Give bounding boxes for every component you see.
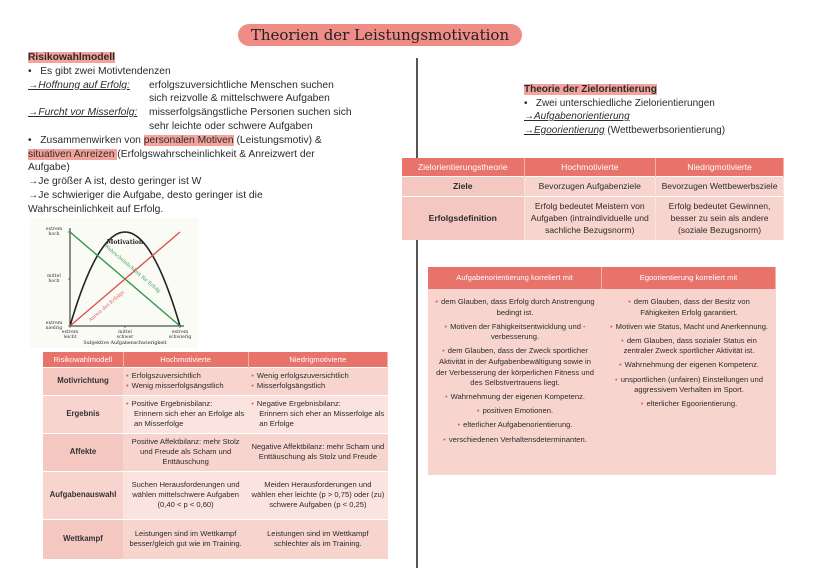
t2-cell: Bevorzugen Wettbewerbsziele (656, 176, 784, 196)
line2-post: (Erfolgswahrscheinlichkeit & Anreizwert der (117, 148, 315, 160)
list-item: • dem Glauben, dass der Zweck sportlicher Aktivität in der Aufgabenbewältigung sowie in der Verbesserung der körperlichen Fitness und des Selbstvertrauens liegt. (436, 346, 594, 388)
t3-header-0: Aufgabenorientierung korreliert mit (428, 267, 602, 289)
list-item: • elterlicher Aufgabenorientierung. (457, 420, 573, 430)
list-item: • elterlicher Egoorientierung. (640, 399, 738, 409)
t3-left-column (428, 297, 602, 449)
t1-cell: Meiden Herausforderungen und wählen eher leichte (p > 0,75) oder (zu) schwere Aufgaben (p < 0,25) (248, 471, 387, 519)
column-divider (416, 58, 418, 568)
t1-cell: Positive Affektbilanz: mehr Stolz und Freude als Scham und Enttäuschung (123, 433, 248, 471)
bullet2-hl: personalen Motiven (143, 134, 234, 146)
ziel-item2: →Egoorientierung (524, 124, 605, 136)
ziel-item2-post: (Wettbewerbsorientierung) (604, 124, 726, 136)
line5: →Je schwieriger die Aufgabe, desto geringer ist die (28, 189, 263, 201)
t1-cell: Leistungen sind im Wettkampf besser/gleich gut wie im Training. (123, 519, 248, 559)
risikowahl-bullet1: Es gibt zwei Motivtendenzen (40, 65, 171, 77)
t1-header-0: Risikowahlmodell (43, 352, 123, 367)
hoffnung-label: →Hoffnung auf Erfolg: (28, 79, 130, 91)
t1-row-label: Ergebnis (43, 395, 123, 433)
t2-cell: Bevorzugen Aufgabenziele (524, 176, 656, 196)
list-item: • unsportlichen (unfairen) Einstellungen und aggressivem Verhalten im Sport. (615, 374, 763, 395)
series-label: Anreiz des Erfolgs (88, 290, 126, 324)
t2-header-1: Hochmotivierte (524, 158, 656, 176)
t2-header-0: Zielorientierungstheorie (402, 158, 524, 176)
page-title: Theorien der Leistungsmotivation (238, 24, 522, 46)
t1-row-label: Motivrichtung (43, 367, 123, 395)
ziel-heading: Theorie der Zielorientierung (524, 84, 657, 95)
ziel-section (524, 83, 784, 137)
t1-cell: • Negative Ergebnisbilanz: Erinnern sich eher an Misserfolge als an Erfolge (248, 395, 387, 433)
x-axis-label: Subjektive Aufgabenschwierigkeit (83, 341, 167, 346)
list-item: • Wahrnehmung der eigenen Kompetenz. (618, 360, 760, 370)
list-item: • Wahrnehmung der eigenen Kompetenz. (444, 392, 586, 402)
hoffnung-text1: erfolgszuversichtliche Menschen suchen (149, 79, 334, 91)
t1-cell: • Positive Ergebnisbilanz: Erinnern sich eher an Erfolge als an Misserfolge (123, 395, 248, 433)
furcht-label: →Furcht vor Misserfolg: (28, 107, 138, 119)
bullet2-post: (Leistungsmotiv) & (233, 134, 322, 146)
bullet-dot: • (28, 65, 41, 77)
list-item: • Motiven der Fähigkeitsentwicklung und -verbesserung. (444, 321, 586, 342)
y-tick-label: extrem niedrig (45, 321, 63, 332)
t1-cell: Suchen Herausforderungen und wählen mittelschwere Aufgaben (0,40 < p < 0,60) (123, 471, 248, 519)
line4: →Je größer A ist, desto geringer ist W (28, 176, 202, 188)
furcht-text1: misserfolgsängstliche Personen suchen sich (149, 107, 352, 119)
bullet-dot: • (28, 134, 41, 146)
list-item: • positiven Emotionen. (476, 406, 554, 416)
line2-hl: situativen Anreizen (28, 148, 118, 160)
list-item: • dem Glauben, dass Erfolg durch Anstrengung bedingt ist. (435, 297, 595, 317)
list-item: • verschiedenen Verhaltensdeterminanten. (443, 434, 587, 444)
t1-header-2: Niedrigmotivierte (248, 352, 387, 367)
risikowahl-section (28, 51, 378, 217)
t2-cell: Erfolg bedeutet Meistern von Aufgaben (intraindividuelle und sachliche Bezugsnorm) (524, 196, 656, 240)
ziel-table (402, 158, 784, 240)
t1-cell: • Wenig erfolgszuversichtlich • Misserfolgsängstlich (248, 367, 387, 395)
ziel-item1: →Aufgabenorientierung (524, 111, 630, 123)
bullet2-pre: Zusammenwirken von (40, 134, 144, 146)
y-tick-label: extrem hoch (45, 227, 63, 238)
t3-header-1: Egoorientierung korreliert mit (602, 267, 776, 289)
t1-row-label: Aufgabenauswahl (43, 471, 123, 519)
t1-row-label: Affekte (43, 433, 123, 471)
risikowahl-heading: Risikowahlmodell (28, 52, 115, 63)
line6: Wahrscheinlichkeit auf Erfolg. (28, 203, 164, 215)
t1-cell: Leistungen sind im Wettkampf schlechter als im Training. (248, 519, 387, 559)
list-item: • dem Glauben, dass sozialer Status ein zentraler Zweck sportlicher Aktivität ist. (621, 335, 757, 356)
t1-row-label: Wettkampf (43, 519, 123, 559)
list-item: • Motiven wie Status, Macht und Anerkennung. (609, 321, 769, 331)
t1-cell: Negative Affektbilanz: mehr Scham und Enttäuschung als Stolz und Freude (248, 433, 387, 471)
t2-row-label: Erfolgsdefinition (402, 196, 524, 240)
series-label-motivation: Motivation (106, 239, 144, 246)
x-tick-label: mittel schwer (116, 330, 134, 341)
risikowahl-table (43, 352, 388, 559)
t2-row-label: Ziele (402, 176, 524, 196)
t3-right-column (602, 297, 776, 449)
korrelation-table (428, 267, 776, 475)
line3: Aufgabe) (28, 162, 70, 174)
ziel-bullet: Zwei unterschiedliche Zielorientierungen (535, 97, 715, 109)
motivation-chart (30, 218, 198, 348)
series-label: Wahrscheinlichkeit für Erfolg (103, 244, 161, 295)
x-tick-label: extrem schwierig (168, 330, 192, 341)
bullet-dot: • (524, 97, 536, 109)
t1-header-1: Hochmotivierte (123, 352, 248, 367)
t2-header-2: Niedrigmotivierte (656, 158, 784, 176)
t2-cell: Erfolg bedeutet Gewinnen, besser zu sein als andere (soziale Bezugsnorm) (656, 196, 784, 240)
list-item: • dem Glauben, dass der Besitz von Fähigkeiten Erfolg garantiert. (628, 297, 750, 317)
hoffnung-text2: sich reizvolle & mittelschwere Aufgaben (149, 93, 330, 105)
t1-cell: • Erfolgszuversichtlich • Wenig misserfolgsängstlich (123, 367, 248, 395)
furcht-text2: sehr leichte oder schwere Aufgaben (149, 120, 313, 132)
y-tick-label: mittel hoch (47, 274, 61, 285)
x-tick-label: extrem leicht (61, 330, 79, 341)
